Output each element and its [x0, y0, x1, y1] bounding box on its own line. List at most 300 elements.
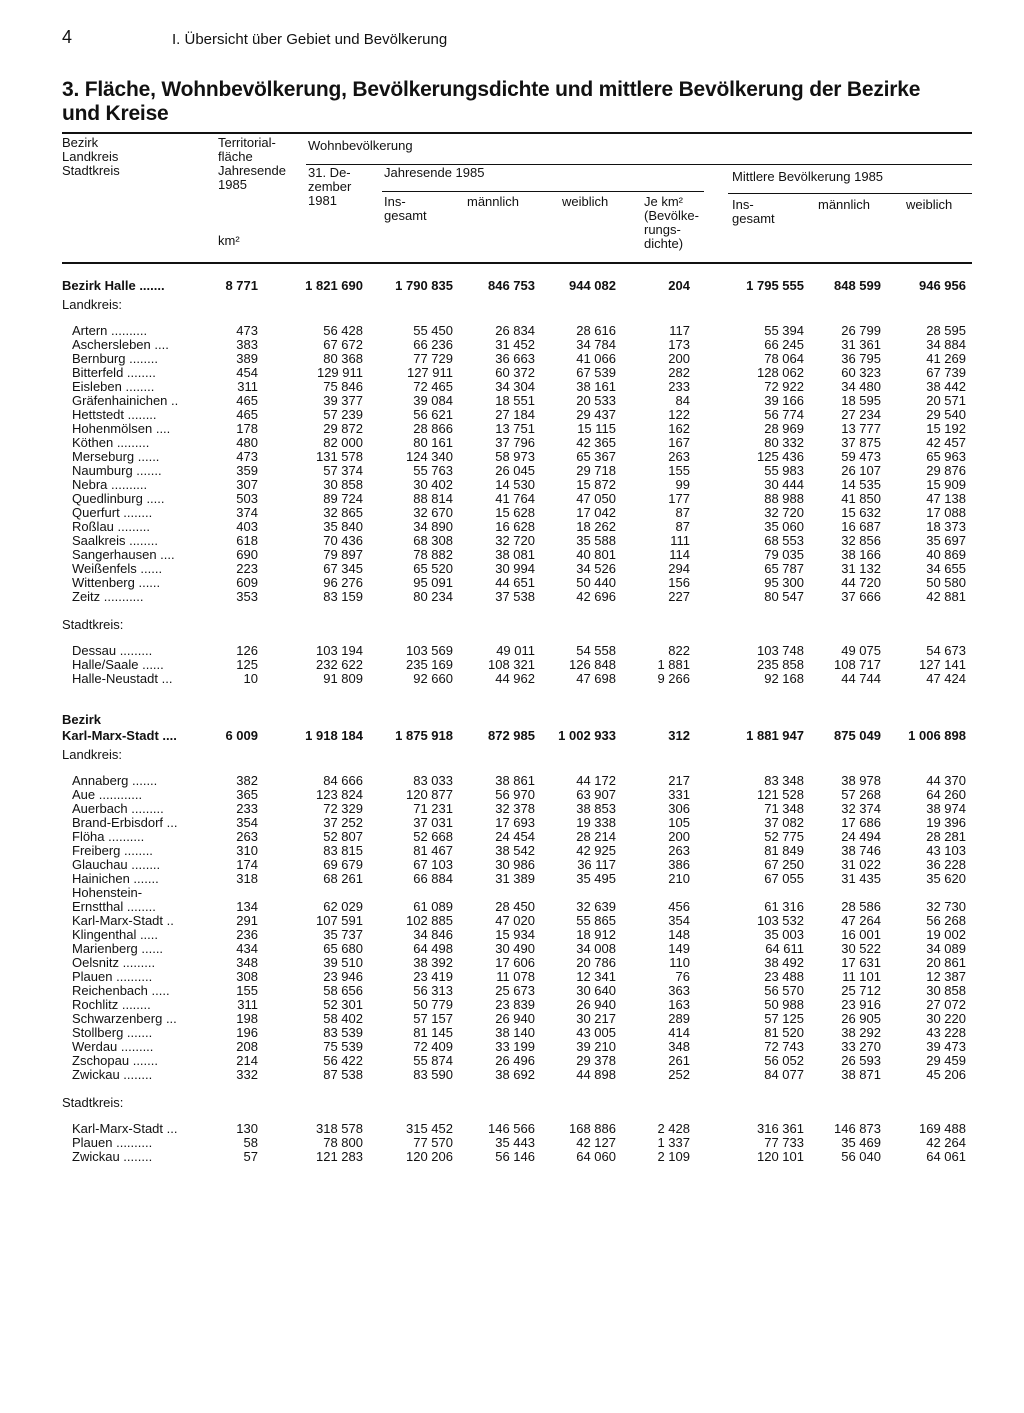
- pop-1985-female: 44 172: [576, 773, 616, 788]
- density: 76: [675, 969, 690, 984]
- kreis-name: Marienberg ......: [72, 941, 164, 956]
- pop-1985-female: 29 718: [576, 463, 616, 478]
- pop-1981: 83 159: [323, 589, 363, 604]
- area-km2: 389: [236, 351, 258, 366]
- area-km2: 308: [236, 969, 258, 984]
- pop-1985-total: 23 419: [413, 969, 453, 984]
- table-title: 3. Fläche, Wohnbevölkerung, Bevölkerungsdichte und mittlere Bevölkerung der Bezirke und Kreise: [62, 78, 921, 125]
- pop-1985-total: 32 670: [413, 505, 453, 520]
- table-row: [62, 1068, 972, 1082]
- pop-1985-total: 30 402: [413, 477, 453, 492]
- table-row: [62, 816, 972, 830]
- table-row: [62, 324, 972, 338]
- density: 233: [668, 379, 690, 394]
- avg-pop-male: 31 132: [841, 561, 881, 576]
- avg-pop-female: 35 620: [926, 871, 966, 886]
- avg-pop-female: 64 260: [926, 787, 966, 802]
- pop-1985-female: 43 005: [576, 1025, 616, 1040]
- pop-1985-male: 35 443: [495, 1135, 535, 1150]
- avg-pop-male: 44 720: [841, 575, 881, 590]
- kms-stadtkreis-rows: [62, 1122, 972, 1164]
- avg-pop-male: 26 593: [841, 1053, 881, 1068]
- pop-1985-female: 30 217: [576, 1011, 616, 1026]
- avg-pop-male: 31 361: [841, 337, 881, 352]
- avg-pop-female: 65 963: [926, 449, 966, 464]
- pop-1985-male: 32 378: [495, 801, 535, 816]
- kreis-name: Zschopau .......: [72, 1053, 158, 1068]
- pop-1985-total: 315 452: [406, 1121, 453, 1136]
- pop-1985-male: 30 986: [495, 857, 535, 872]
- kreis-name: Bezirk Halle .......: [62, 278, 165, 293]
- pop-1985-male: 17 606: [495, 955, 535, 970]
- pop-1985-female: 30 640: [576, 983, 616, 998]
- density: 263: [668, 843, 690, 858]
- pop-1981: 23 946: [323, 969, 363, 984]
- pop-1985-male: 31 452: [495, 337, 535, 352]
- pop-1985-female: 168 886: [569, 1121, 616, 1136]
- table-row: [62, 970, 972, 984]
- avg-pop-female: 54 673: [926, 643, 966, 658]
- kreis-name: Flöha ..........: [72, 829, 145, 844]
- kreis-name: Freiberg ........: [72, 843, 153, 858]
- table-row: [62, 872, 972, 886]
- avg-pop-female: 29 876: [926, 463, 966, 478]
- header-mittlere: Mittlere Bevölkerung 1985: [732, 169, 884, 184]
- avg-pop-female: 43 228: [926, 1025, 966, 1040]
- pop-1985-total: 72 465: [413, 379, 453, 394]
- pop-1985-female: 126 848: [569, 657, 616, 672]
- pop-1985-male: 18 551: [495, 393, 535, 408]
- table-row: [62, 830, 972, 844]
- pop-1985-total: 71 231: [413, 801, 453, 816]
- avg-pop-total: 52 775: [764, 829, 804, 844]
- pop-1985-female: 47 050: [576, 491, 616, 506]
- table-row: [62, 1040, 972, 1054]
- avg-pop-total: 61 316: [764, 899, 804, 914]
- avg-pop-total: 1 795 555: [746, 278, 804, 293]
- pop-1985-male: 26 940: [495, 1011, 535, 1026]
- pop-1981: 83 539: [323, 1025, 363, 1040]
- avg-pop-male: 28 586: [841, 899, 881, 914]
- area-km2: 8 771: [225, 278, 258, 293]
- avg-pop-female: 39 473: [926, 1039, 966, 1054]
- pop-1985-male: 47 020: [495, 913, 535, 928]
- header-insgesamt: Ins- gesamt: [384, 194, 427, 223]
- pop-1985-female: 944 082: [569, 278, 616, 293]
- avg-pop-total: 68 553: [764, 533, 804, 548]
- avg-pop-male: 15 632: [841, 505, 881, 520]
- pop-1985-male: 28 450: [495, 899, 535, 914]
- avg-pop-total: 39 166: [764, 393, 804, 408]
- avg-pop-male: 41 850: [841, 491, 881, 506]
- pop-1985-male: 15 628: [495, 505, 535, 520]
- density: 162: [668, 421, 690, 436]
- pop-1985-male: 34 304: [495, 379, 535, 394]
- avg-pop-total: 28 969: [764, 421, 804, 436]
- pop-1981: 1 821 690: [305, 278, 363, 293]
- label-landkreis-halle: Landkreis:: [62, 297, 122, 312]
- pop-1985-total: 38 392: [413, 955, 453, 970]
- area-km2: 383: [236, 337, 258, 352]
- kreis-name: Zeitz ...........: [72, 589, 144, 604]
- area-km2: 503: [236, 491, 258, 506]
- pop-1985-male: 872 985: [488, 728, 535, 743]
- density: 331: [668, 787, 690, 802]
- pop-1985-male: 14 530: [495, 477, 535, 492]
- kreis-name: Aschersleben ....: [72, 337, 169, 352]
- pop-1985-total: 120 877: [406, 787, 453, 802]
- table-row: [62, 788, 972, 802]
- avg-pop-male: 16 001: [841, 927, 881, 942]
- density: 1 881: [657, 657, 690, 672]
- pop-1985-male: 33 199: [495, 1039, 535, 1054]
- area-km2: 454: [236, 365, 258, 380]
- pop-1985-male: 37 538: [495, 589, 535, 604]
- label-landkreis-kms: Landkreis:: [62, 747, 122, 762]
- avg-pop-male: 49 075: [841, 643, 881, 658]
- pop-1985-female: 42 925: [576, 843, 616, 858]
- pop-1985-female: 50 440: [576, 575, 616, 590]
- avg-pop-female: 12 387: [926, 969, 966, 984]
- area-km2: 233: [236, 801, 258, 816]
- density: 312: [668, 728, 690, 743]
- table-row: [62, 436, 972, 450]
- area-km2: 196: [236, 1025, 258, 1040]
- area-km2: 374: [236, 505, 258, 520]
- pop-1985-total: 34 846: [413, 927, 453, 942]
- pop-1985-female: 19 338: [576, 815, 616, 830]
- avg-pop-female: 50 580: [926, 575, 966, 590]
- pop-1985-female: 67 539: [576, 365, 616, 380]
- gap: [62, 686, 972, 712]
- pop-1981: 57 239: [323, 407, 363, 422]
- avg-pop-female: 38 442: [926, 379, 966, 394]
- kreis-name: Plauen ..........: [72, 1135, 153, 1150]
- pop-1981: 56 428: [323, 323, 363, 338]
- header-bezirk: Bezirk Landkreis Stadtkreis: [62, 135, 120, 178]
- pop-1985-female: 34 526: [576, 561, 616, 576]
- kreis-name: Oelsnitz .........: [72, 955, 156, 970]
- avg-pop-total: 37 082: [764, 815, 804, 830]
- avg-pop-female: 19 396: [926, 815, 966, 830]
- pop-1981: 83 815: [323, 843, 363, 858]
- pop-1985-total: 92 660: [413, 671, 453, 686]
- pop-1981: 84 666: [323, 773, 363, 788]
- density: 354: [668, 913, 690, 928]
- pop-1981: 89 724: [323, 491, 363, 506]
- table-row: [62, 1012, 972, 1026]
- table-row: [62, 942, 972, 956]
- pop-1985-female: 28 616: [576, 323, 616, 338]
- pop-1985-total: 52 668: [413, 829, 453, 844]
- kreis-name: Gräfenhainichen ..: [72, 393, 179, 408]
- pop-1981: 52 301: [323, 997, 363, 1012]
- table-row: [62, 380, 972, 394]
- avg-pop-female: 38 974: [926, 801, 966, 816]
- avg-pop-total: 1 881 947: [746, 728, 804, 743]
- pop-1981: 65 680: [323, 941, 363, 956]
- table-row: [62, 984, 972, 998]
- avg-pop-total: 125 436: [757, 449, 804, 464]
- avg-pop-male: 34 480: [841, 379, 881, 394]
- pop-1985-total: 103 569: [406, 643, 453, 658]
- density: 306: [668, 801, 690, 816]
- table-row: [62, 900, 972, 914]
- avg-pop-total: 316 361: [757, 1121, 804, 1136]
- density: 173: [668, 337, 690, 352]
- pop-1985-male: 146 566: [488, 1121, 535, 1136]
- density: 227: [668, 589, 690, 604]
- area-km2: 353: [236, 589, 258, 604]
- avg-pop-total: 72 922: [764, 379, 804, 394]
- pop-1985-male: 38 081: [495, 547, 535, 562]
- pop-1985-male: 56 146: [495, 1149, 535, 1164]
- avg-pop-total: 64 611: [765, 941, 804, 956]
- gap: [62, 270, 972, 278]
- kms-landkreis-rows: [62, 774, 972, 1082]
- pop-1985-female: 18 912: [576, 927, 616, 942]
- pop-1981: 75 846: [323, 379, 363, 394]
- avg-pop-female: 43 103: [926, 843, 966, 858]
- avg-pop-total: 84 077: [764, 1067, 804, 1082]
- kreis-name: Roßlau .........: [72, 519, 151, 534]
- avg-pop-female: 29 459: [926, 1053, 966, 1068]
- table-row: [62, 394, 972, 408]
- pop-1985-total: 55 874: [413, 1053, 453, 1068]
- area-km2: 198: [236, 1011, 258, 1026]
- pop-1985-total: 235 169: [406, 657, 453, 672]
- avg-pop-male: 33 270: [841, 1039, 881, 1054]
- table-row: [62, 956, 972, 970]
- table-row: [62, 1026, 972, 1040]
- pop-1981: 121 283: [316, 1149, 363, 1164]
- avg-pop-male: 38 871: [841, 1067, 881, 1082]
- avg-pop-female: 42 457: [926, 435, 966, 450]
- table-row: [62, 576, 972, 590]
- area-km2: 223: [236, 561, 258, 576]
- avg-pop-total: 72 743: [764, 1039, 804, 1054]
- area-km2: 348: [236, 955, 258, 970]
- kreis-name: Hettstedt ........: [72, 407, 157, 422]
- density: 363: [668, 983, 690, 998]
- pop-1985-male: 15 934: [495, 927, 535, 942]
- area-km2: 434: [236, 941, 258, 956]
- avg-pop-male: 146 873: [834, 1121, 881, 1136]
- group-row-halle: [62, 278, 972, 294]
- avg-pop-total: 50 988: [764, 997, 804, 1012]
- table-row: [62, 422, 972, 436]
- header-jahresende: Jahresende 1985: [384, 165, 485, 180]
- table-row: [62, 672, 972, 686]
- pop-1985-male: 23 839: [495, 997, 535, 1012]
- density: 105: [668, 815, 690, 830]
- area-km2: 307: [236, 477, 258, 492]
- area-km2: 155: [236, 983, 258, 998]
- pop-1981: 80 368: [323, 351, 363, 366]
- kreis-name: Brand-Erbisdorf ...: [72, 815, 178, 830]
- table-row: [62, 590, 972, 604]
- density: 99: [675, 477, 690, 492]
- pop-1985-total: 61 089: [413, 899, 453, 914]
- avg-pop-female: 41 269: [926, 351, 966, 366]
- pop-1985-total: 28 866: [413, 421, 453, 436]
- population-table: [62, 270, 972, 1164]
- table-row: [62, 1150, 972, 1164]
- kreis-name: Karl-Marx-Stadt ....: [62, 728, 177, 743]
- avg-pop-male: 57 268: [841, 787, 881, 802]
- table-row: [62, 658, 972, 672]
- table-row: [62, 886, 972, 900]
- pop-1985-male: 30 490: [495, 941, 535, 956]
- avg-pop-male: 25 712: [841, 983, 881, 998]
- kreis-name: Zwickau ........: [72, 1149, 153, 1164]
- avg-pop-female: 67 739: [926, 365, 966, 380]
- header-dez1981: 31. De- zember 1981: [308, 165, 352, 208]
- avg-pop-male: 38 978: [841, 773, 881, 788]
- kreis-name: Auerbach .........: [72, 801, 164, 816]
- avg-pop-total: 92 168: [764, 671, 804, 686]
- avg-pop-male: 37 666: [841, 589, 881, 604]
- pop-1985-male: 26 045: [495, 463, 535, 478]
- density: 294: [668, 561, 690, 576]
- avg-pop-male: 37 875: [841, 435, 881, 450]
- area-km2: 57: [243, 1149, 258, 1164]
- avg-pop-male: 16 687: [841, 519, 881, 534]
- kreis-name: Nebra ..........: [72, 477, 148, 492]
- avg-pop-total: 71 348: [764, 801, 804, 816]
- pop-1985-female: 15 115: [577, 421, 616, 436]
- pop-1985-female: 41 066: [576, 351, 616, 366]
- area-km2: 58: [243, 1135, 258, 1150]
- avg-pop-total: 35 060: [764, 519, 804, 534]
- pop-1985-female: 42 365: [576, 435, 616, 450]
- area-km2: 354: [236, 815, 258, 830]
- header-unit: km²: [218, 233, 240, 248]
- avg-pop-female: 127 141: [919, 657, 966, 672]
- avg-pop-female: 45 206: [926, 1067, 966, 1082]
- table-row: [62, 914, 972, 928]
- avg-pop-male: 32 374: [841, 801, 881, 816]
- pop-1985-total: 66 236: [413, 337, 453, 352]
- pop-1985-total: 50 779: [413, 997, 453, 1012]
- avg-pop-female: 30 220: [926, 1011, 966, 1026]
- kreis-name: Weißenfels ......: [72, 561, 163, 576]
- avg-pop-total: 81 849: [764, 843, 804, 858]
- avg-pop-female: 47 138: [926, 491, 966, 506]
- pop-1985-male: 49 011: [496, 643, 535, 658]
- avg-pop-male: 27 234: [841, 407, 881, 422]
- pop-1981: 62 029: [323, 899, 363, 914]
- area-km2: 178: [236, 421, 258, 436]
- avg-pop-total: 235 858: [757, 657, 804, 672]
- area-km2: 263: [236, 829, 258, 844]
- running-head: I. Übersicht über Gebiet und Bevölkerung: [172, 31, 448, 48]
- area-km2: 236: [236, 927, 258, 942]
- pop-1985-female: 38 161: [576, 379, 616, 394]
- density: 87: [675, 505, 690, 520]
- density: 111: [670, 533, 690, 548]
- table-row: [62, 352, 972, 366]
- pop-1985-male: 13 751: [495, 421, 535, 436]
- area-km2: 125: [236, 657, 258, 672]
- pop-1985-total: 57 157: [413, 1011, 453, 1026]
- avg-pop-female: 42 264: [926, 1135, 966, 1150]
- area-km2: 311: [237, 379, 258, 394]
- avg-pop-total: 32 720: [764, 505, 804, 520]
- group-label-kms: Bezirk: [62, 712, 102, 727]
- pop-1985-male: 41 764: [495, 491, 535, 506]
- table-row: [62, 644, 972, 658]
- pop-1985-female: 29 378: [576, 1053, 616, 1068]
- pop-1981: 78 800: [323, 1135, 363, 1150]
- top-rule: [62, 132, 972, 134]
- avg-pop-female: 36 228: [926, 857, 966, 872]
- avg-pop-total: 78 064: [764, 351, 804, 366]
- table-row: [62, 562, 972, 576]
- area-km2: 174: [236, 857, 258, 872]
- table-row: [62, 450, 972, 464]
- table-row: [62, 802, 972, 816]
- avg-pop-male: 875 049: [834, 728, 881, 743]
- area-km2: 465: [236, 407, 258, 422]
- kreis-name: Klingenthal .....: [72, 927, 158, 942]
- area-km2: 690: [236, 547, 258, 562]
- area-km2: 208: [236, 1039, 258, 1054]
- pop-1985-total: 81 467: [413, 843, 453, 858]
- avg-pop-female: 32 730: [926, 899, 966, 914]
- density: 114: [669, 547, 690, 562]
- pop-1985-female: 42 127: [576, 1135, 616, 1150]
- avg-pop-female: 44 370: [926, 773, 966, 788]
- kreis-name: Hainichen .......: [72, 871, 159, 886]
- avg-pop-female: 15 192: [926, 421, 966, 436]
- pop-1985-female: 18 262: [576, 519, 616, 534]
- kreis-name: Halle-Neustadt ...: [72, 671, 173, 686]
- pop-1985-female: 17 042: [576, 505, 616, 520]
- avg-pop-total: 103 748: [757, 643, 804, 658]
- density: 204: [668, 278, 690, 293]
- density: 263: [668, 449, 690, 464]
- pop-1985-male: 36 663: [495, 351, 535, 366]
- pop-1985-total: 95 091: [413, 575, 453, 590]
- pop-1985-male: 37 796: [495, 435, 535, 450]
- kreis-name: Reichenbach .....: [72, 983, 170, 998]
- table-row: [62, 774, 972, 788]
- avg-pop-female: 169 488: [919, 1121, 966, 1136]
- avg-pop-male: 18 595: [841, 393, 881, 408]
- avg-pop-total: 80 332: [764, 435, 804, 450]
- kreis-name: Stollberg .......: [72, 1025, 153, 1040]
- avg-pop-total: 67 250: [764, 857, 804, 872]
- label-stadtkreis-kms: Stadtkreis:: [62, 1095, 124, 1110]
- pop-1985-male: 38 542: [495, 843, 535, 858]
- pop-1981: 131 578: [316, 449, 363, 464]
- avg-pop-total: 80 547: [764, 589, 804, 604]
- area-km2: 382: [236, 773, 258, 788]
- kreis-name: Bitterfeld ........: [72, 365, 156, 380]
- area-km2: 332: [236, 1067, 258, 1082]
- pop-1981: 32 865: [323, 505, 363, 520]
- pop-1985-male: 108 321: [488, 657, 535, 672]
- pop-1985-female: 34 784: [576, 337, 616, 352]
- pop-1985-female: 32 639: [576, 899, 616, 914]
- avg-pop-total: 95 300: [764, 575, 804, 590]
- pop-1981: 75 539: [323, 1039, 363, 1054]
- pop-1985-total: 124 340: [406, 449, 453, 464]
- pop-1985-total: 56 313: [413, 983, 453, 998]
- density: 217: [668, 773, 690, 788]
- header-territorial: Territorial- fläche Jahresende 1985: [218, 135, 286, 192]
